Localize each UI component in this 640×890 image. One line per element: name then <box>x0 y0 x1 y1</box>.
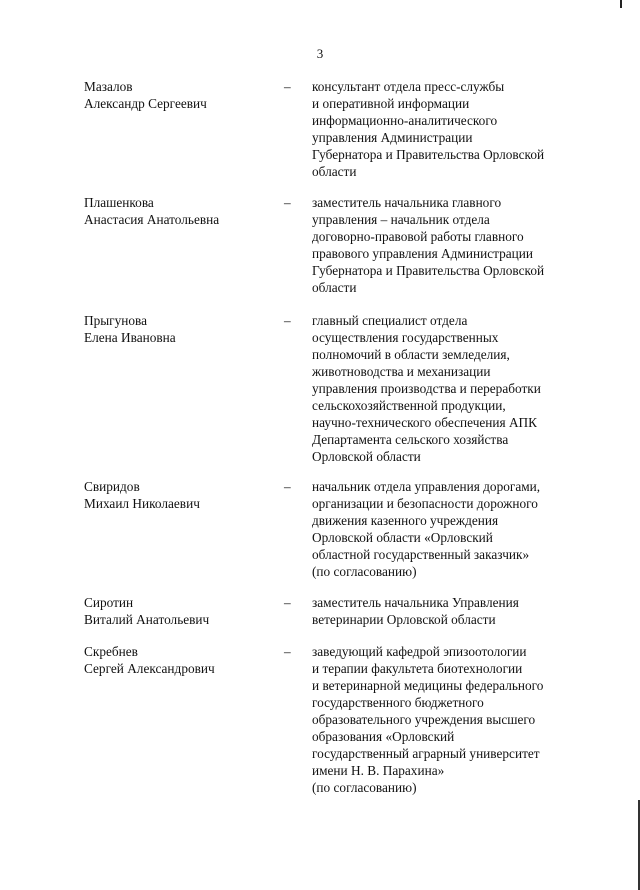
scan-corner-mark <box>620 0 622 8</box>
position-line: образовательного учреждения высшего <box>312 712 536 727</box>
position-line: государственного бюджетного <box>312 695 484 710</box>
separator-dash: – <box>284 195 291 210</box>
position-line: областной государственный заказчик» <box>312 547 530 562</box>
member-position <box>312 194 580 296</box>
member-name <box>84 643 274 677</box>
position-line: главный специалист отдела <box>312 313 468 328</box>
position-line: заместитель начальника Управления <box>312 595 519 610</box>
position-line: заведующий кафедрой эпизоотологии <box>312 644 527 659</box>
position-line: (по согласованию) <box>312 780 417 795</box>
separator-dash: – <box>284 479 291 494</box>
position-line: и ветеринарной медицины федерального <box>312 678 544 693</box>
position-line: государственный аграрный университет <box>312 746 540 761</box>
position-line: животноводства и механизации <box>312 364 491 379</box>
member-position <box>312 478 580 580</box>
member-given-names: Виталий Анатольевич <box>84 612 210 627</box>
member-surname: Плашенкова <box>84 195 154 210</box>
position-line: Губернатора и Правительства Орловской <box>312 263 545 278</box>
member-name <box>84 78 274 112</box>
member-name <box>84 312 274 346</box>
member-surname: Мазалов <box>84 79 133 94</box>
member-given-names: Александр Сергеевич <box>84 96 207 111</box>
member-surname: Прыгунова <box>84 313 148 328</box>
position-line: Губернатора и Правительства Орловской <box>312 147 545 162</box>
member-name <box>84 194 274 228</box>
member-surname: Скребнев <box>84 644 138 659</box>
position-line: имени Н. В. Парахина» <box>312 763 445 778</box>
position-line: (по согласованию) <box>312 564 417 579</box>
member-given-names: Елена Ивановна <box>84 330 176 345</box>
position-line: сельскохозяйственной продукции, <box>312 398 506 413</box>
page-number: 3 <box>316 46 324 61</box>
position-line: Орловской области «Орловский <box>312 530 493 545</box>
separator-dash: – <box>284 644 291 659</box>
member-given-names: Михаил Николаевич <box>84 496 200 511</box>
position-line: движения казенного учреждения <box>312 513 499 528</box>
position-line: начальник отдела управления дорогами, <box>312 479 541 494</box>
position-line: и терапии факультета биотехнологии <box>312 661 523 676</box>
member-given-names: Анастасия Анатольевна <box>84 212 220 227</box>
separator-dash: – <box>284 313 291 328</box>
separator-dash: – <box>284 595 291 610</box>
separator-dash: – <box>284 79 291 94</box>
position-line: полномочий в области земледелия, <box>312 347 510 362</box>
member-position <box>312 594 580 628</box>
member-given-names: Сергей Александрович <box>84 661 215 676</box>
member-position <box>312 78 580 180</box>
member-position <box>312 643 580 796</box>
member-name <box>84 478 274 512</box>
member-surname: Свиридов <box>84 479 140 494</box>
position-line: управления производства и переработки <box>312 381 541 396</box>
member-name <box>84 594 274 628</box>
position-line: и оперативной информации <box>312 96 470 111</box>
member-surname: Сиротин <box>84 595 134 610</box>
position-line: области <box>312 164 357 179</box>
position-line: организации и безопасности дорожного <box>312 496 538 511</box>
position-line: договорно-правовой работы главного <box>312 229 524 244</box>
position-line: Департамента сельского хозяйства <box>312 432 509 447</box>
position-line: образования «Орловский <box>312 729 455 744</box>
position-line: Орловской области <box>312 449 421 464</box>
position-line: управления – начальник отдела <box>312 212 490 227</box>
member-position <box>312 312 580 465</box>
position-line: научно-технического обеспечения АПК <box>312 415 538 430</box>
position-line: области <box>312 280 357 295</box>
position-line: информационно-аналитического <box>312 113 498 128</box>
position-line: управления Администрации <box>312 130 473 145</box>
position-line: консультант отдела пресс-службы <box>312 79 505 94</box>
position-line: заместитель начальника главного <box>312 195 502 210</box>
position-line: осуществления государственных <box>312 330 499 345</box>
position-line: правового управления Администрации <box>312 246 533 261</box>
position-line: ветеринарии Орловской области <box>312 612 496 627</box>
